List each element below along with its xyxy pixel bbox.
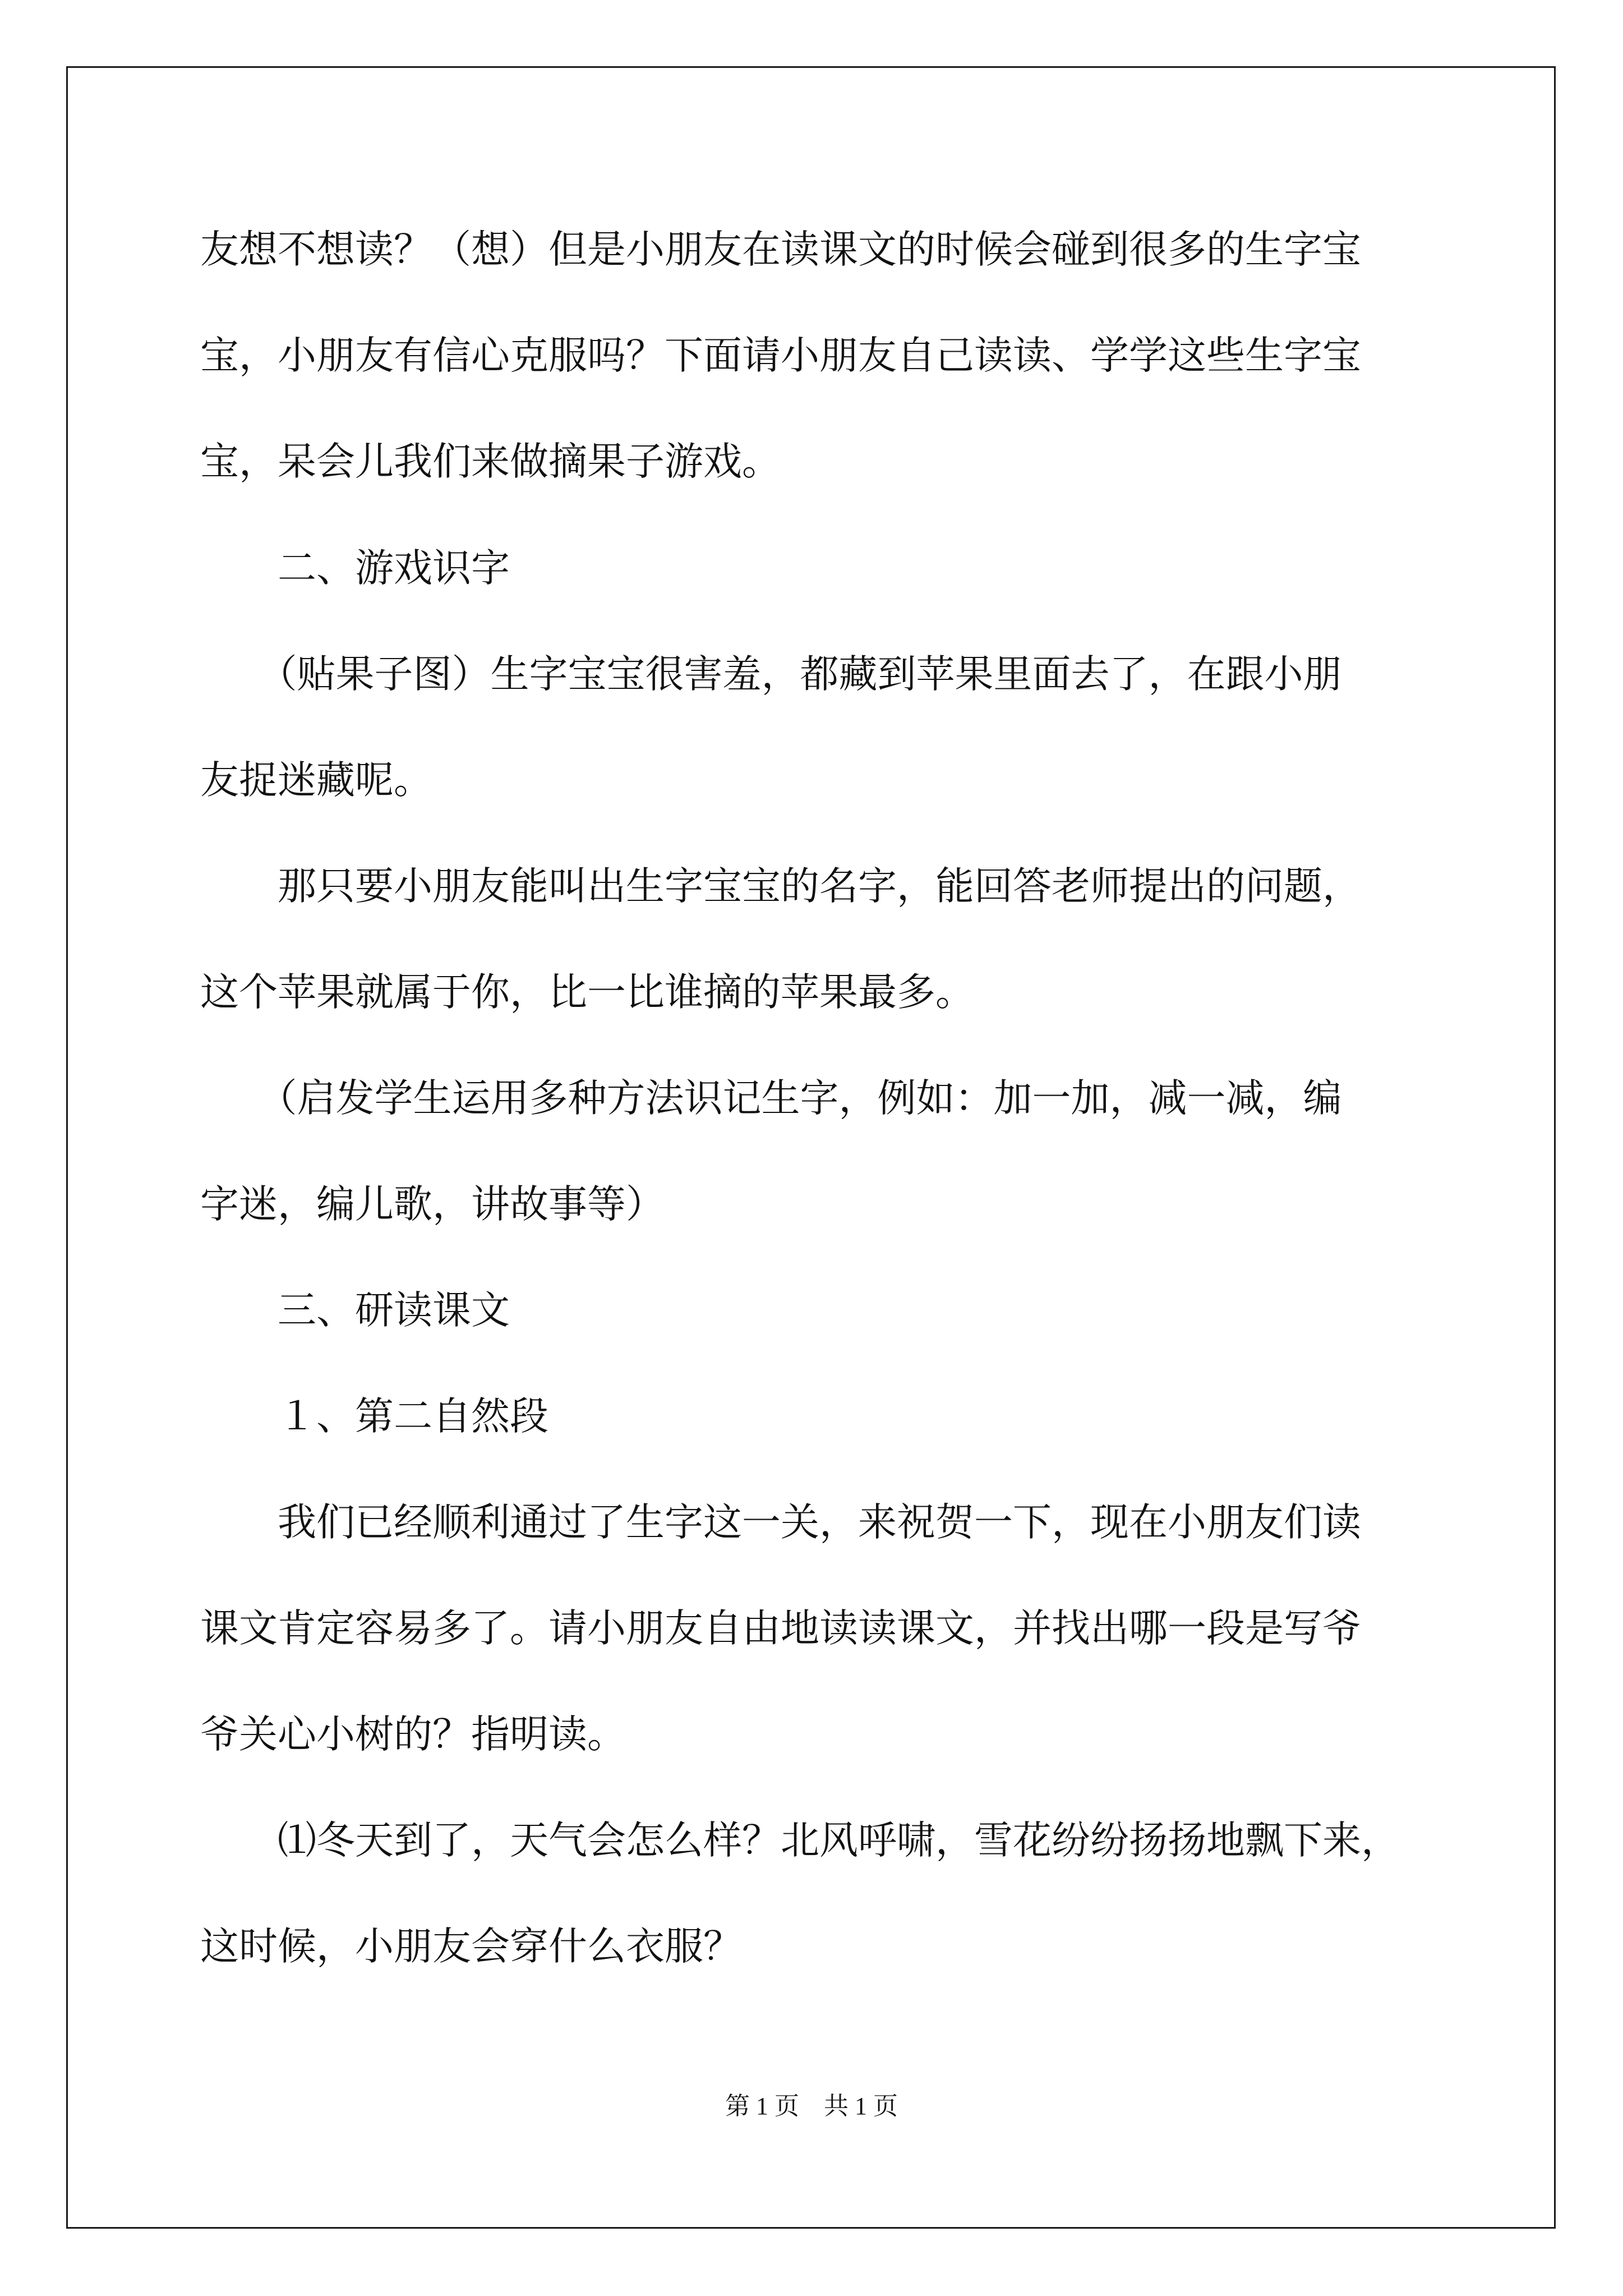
section-heading: 三、研读课文 [200,1288,510,1333]
page-footer: 第 1 页 共 1 页 [725,2092,898,2120]
text-line: 友想不想读？（想）但是小朋友在读课文的时候会碰到很多的生字宝 [200,227,1361,272]
text-line: （启发学生运用多种方法识记生字，例如：加一加，减一减，编 [200,1076,1342,1121]
text-line: 字迷，编儿歌，讲故事等） [200,1182,665,1227]
text-line: 课文肯定容易多了。请小朋友自由地读读课文，并找出哪一段是写爷 [200,1606,1361,1651]
text-line: （贴果子图）生字宝宝很害羞，都藏到苹果里面去了，在跟小朋 [200,652,1342,697]
text-line: 那只要小朋友能叫出生字宝宝的名字，能回答老师提出的问题， [200,864,1361,909]
text-line: ⑴冬天到了，天气会怎么样？北风呼啸，雪花纷纷扬扬地飘下来， [200,1818,1400,1863]
text-line: 友捉迷藏呢。 [200,758,432,803]
text-line: 我们已经顺利通过了生字这一关，来祝贺一下，现在小朋友们读 [200,1500,1361,1545]
text-line: 这时候，小朋友会穿什么衣服？ [200,1924,742,1969]
page-border [66,66,1556,2229]
text-line: 宝，呆会儿我们来做摘果子游戏。 [200,439,781,484]
section-heading: 二、游戏识字 [200,546,510,591]
subsection-heading: １、第二自然段 [200,1394,548,1439]
text-line: 爷关心小树的？指明读。 [200,1712,626,1757]
text-line: 这个苹果就属于你，比一比谁摘的苹果最多。 [200,970,974,1015]
text-line: 宝，小朋友有信心克服吗？下面请小朋友自己读读、学学这些生字宝 [200,333,1361,378]
